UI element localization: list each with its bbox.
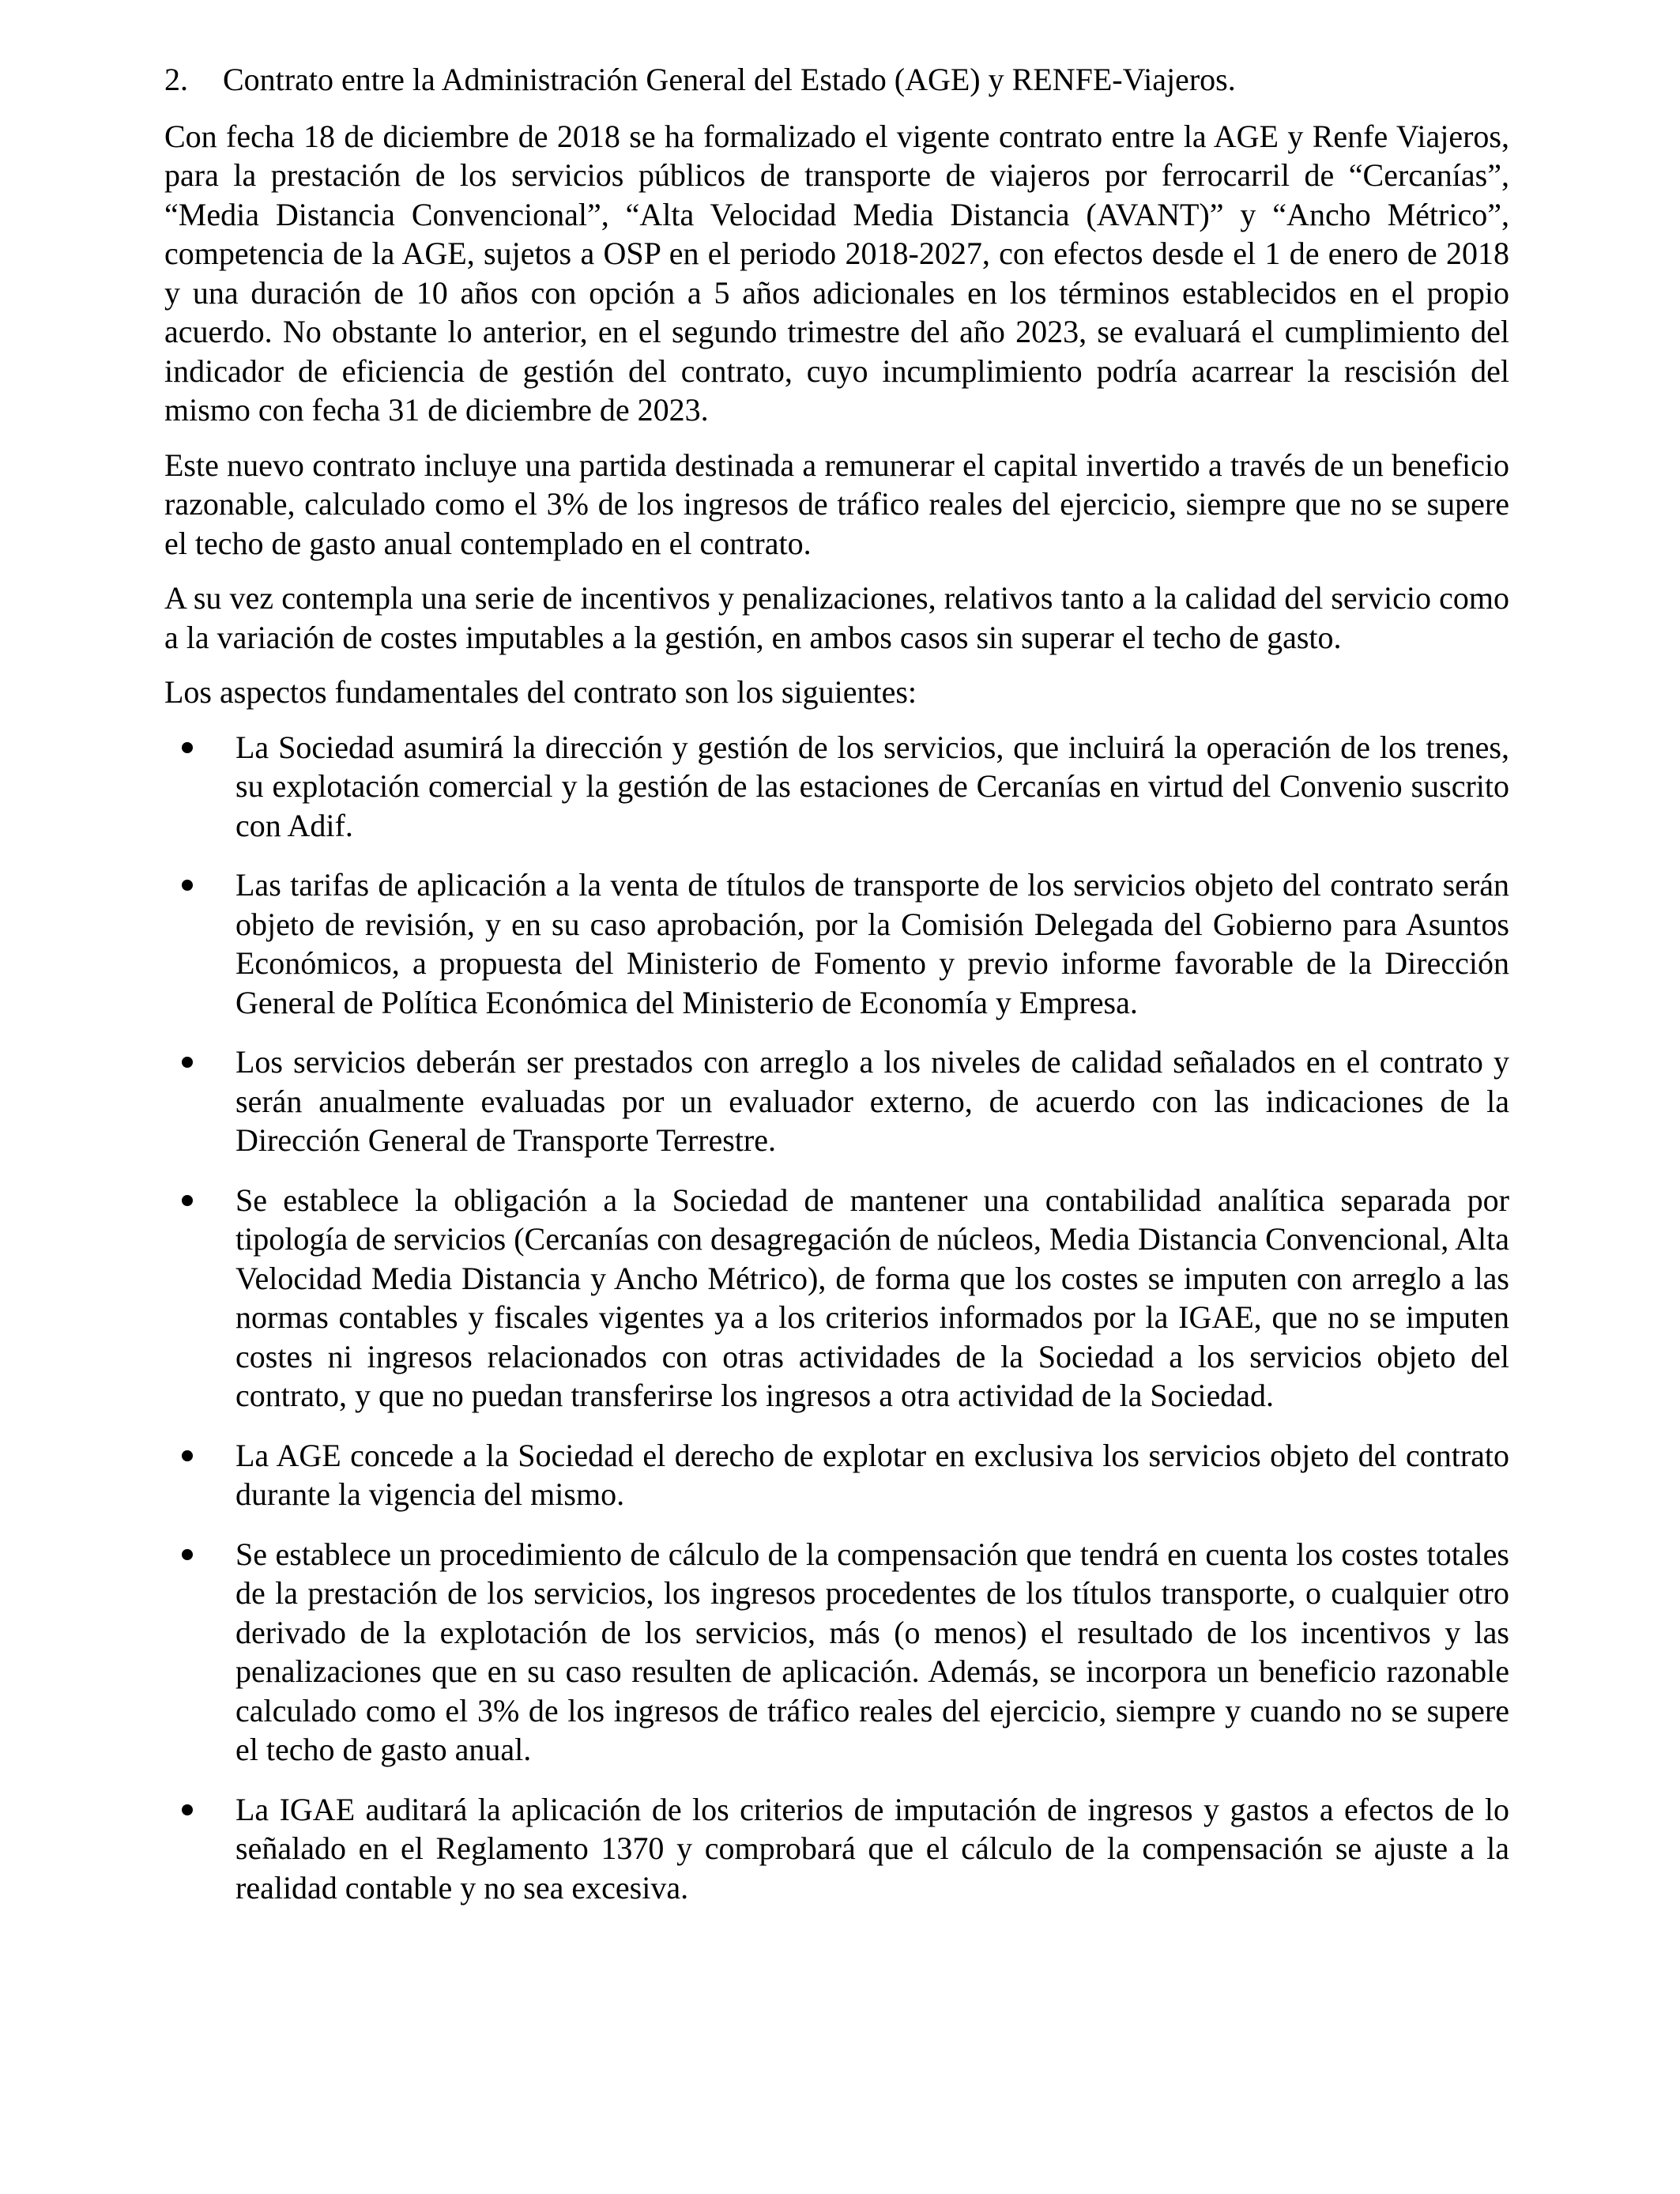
bullet-icon: [164, 1436, 235, 1514]
bullet-icon: [164, 865, 235, 1022]
document-page: [164, 60, 1509, 1928]
list-item: [164, 1436, 1509, 1514]
list-item: [164, 1042, 1509, 1160]
list-item: [164, 1790, 1509, 1908]
list-item-text: Los servicios deberán ser prestados con arreglo a los niveles de calidad señalados en el contrato y serán anualmente evaluadas por un evaluador externo, de acuerdo con las indicaciones de la Dirección General de Transporte Terrestre.: [235, 1044, 1509, 1158]
list-item-text: Las tarifas de aplicación a la venta de títulos de transporte de los servicios objeto del contrato serán objeto de revisión, y en su caso aprobación, por la Comisión Delegada del Gobierno para Asuntos Económicos, a propuesta del Ministerio de Fomento y previo informe favorable de la Dirección General de Política Económica del Ministerio de Economía y Empresa.: [235, 867, 1509, 1020]
list-item-text: La AGE concede a la Sociedad el derecho de explotar en exclusiva los servicios objeto del contrato durante la vigencia del mismo.: [235, 1437, 1509, 1512]
section-title: Contrato entre la Administración General del Estado (AGE) y RENFE-Viajeros.: [223, 62, 1236, 97]
paragraph-incentives: A su vez contempla una serie de incentivos y penalizaciones, relativos tanto a la calidad del servicio como a la variación de costes imputables a la gestión, en ambos casos sin superar el techo de gasto.: [164, 580, 1509, 655]
list-item-text: La Sociedad asumirá la dirección y gestión de los servicios, que incluirá la operación de los trenes, su explotación comercial y la gestión de las estaciones de Cercanías en virtud del Convenio suscrito con Adif.: [235, 729, 1509, 843]
bullet-icon: [164, 1181, 235, 1416]
bullet-icon: [164, 1790, 235, 1908]
contract-aspects-list: [164, 728, 1509, 1908]
bullet-icon: [164, 728, 235, 846]
list-item-text: La IGAE auditará la aplicación de los criterios de imputación de ingresos y gastos a efectos de lo señalado en el Reglamento 1370 y comprobará que el cálculo de la compensación se ajuste a la realidad contable y no sea excesiva.: [235, 1791, 1509, 1906]
bullet-icon: [164, 1042, 235, 1160]
list-item: [164, 728, 1509, 846]
paragraph-aspects-intro: Los aspectos fundamentales del contrato son los siguientes:: [164, 674, 917, 710]
list-item: [164, 1535, 1509, 1770]
paragraph-reasonable-profit: Este nuevo contrato incluye una partida destinada a remunerar el capital invertido a través de un beneficio razonable, calculado como el 3% de los ingresos de tráfico reales del ejercicio, siempre que no se supere el techo de gasto anual contemplado en el contrato.: [164, 447, 1509, 561]
paragraph-contract-date: Con fecha 18 de diciembre de 2018 se ha formalizado el vigente contrato entre la AGE y Renfe Viajeros, para la prestación de los servicios públicos de transporte de viajeros por ferrocarril de “Cercanías”, “Media Distancia Convencional”, “Alta Velocidad Media Distancia (AVANT)” y “Ancho Métrico”, competencia de la AGE, sujetos a OSP en el periodo 2018-2027, con efectos desde el 1 de enero de 2018 y una duración de 10 años con opción a 5 años adicionales en los términos establecidos en el propio acuerdo. No obstante lo anterior, en el segundo trimestre del año 2023, se evaluará el cumplimiento del indicador de eficiencia de gestión del contrato, cuyo incumplimiento podría acarrear la rescisión del mismo con fecha 31 de diciembre de 2023.: [164, 118, 1509, 428]
list-item: [164, 1181, 1509, 1416]
section-heading: [164, 60, 1509, 100]
bullet-icon: [164, 1535, 235, 1770]
section-number: 2.: [164, 62, 188, 97]
list-item-text: Se establece la obligación a la Sociedad de mantener una contabilidad analítica separada por tipología de servicios (Cercanías con desagregación de núcleos, Media Distancia Convencional, Alta Velocidad Media Distancia y Ancho Métrico), de forma que los costes se imputen con arreglo a las normas contables y fiscales vigentes ya a los criterios informados por la IGAE, que no se imputen costes ni ingresos relacionados con otras actividades de la Sociedad a los servicios objeto del contrato, y que no puedan transferirse los ingresos a otra actividad de la Sociedad.: [235, 1182, 1509, 1413]
list-item: [164, 865, 1509, 1022]
list-item-text: Se establece un procedimiento de cálculo de la compensación que tendrá en cuenta los costes totales de la prestación de los servicios, los ingresos procedentes de los títulos transporte, o cualquier otro derivado de la explotación de los servicios, más (o menos) el resultado de los incentivos y las penalizaciones que en su caso resulten de aplicación. Además, se incorpora un beneficio razonable calculado como el 3% de los ingresos de tráfico reales del ejercicio, siempre y cuando no se supere el techo de gasto anual.: [235, 1536, 1509, 1767]
